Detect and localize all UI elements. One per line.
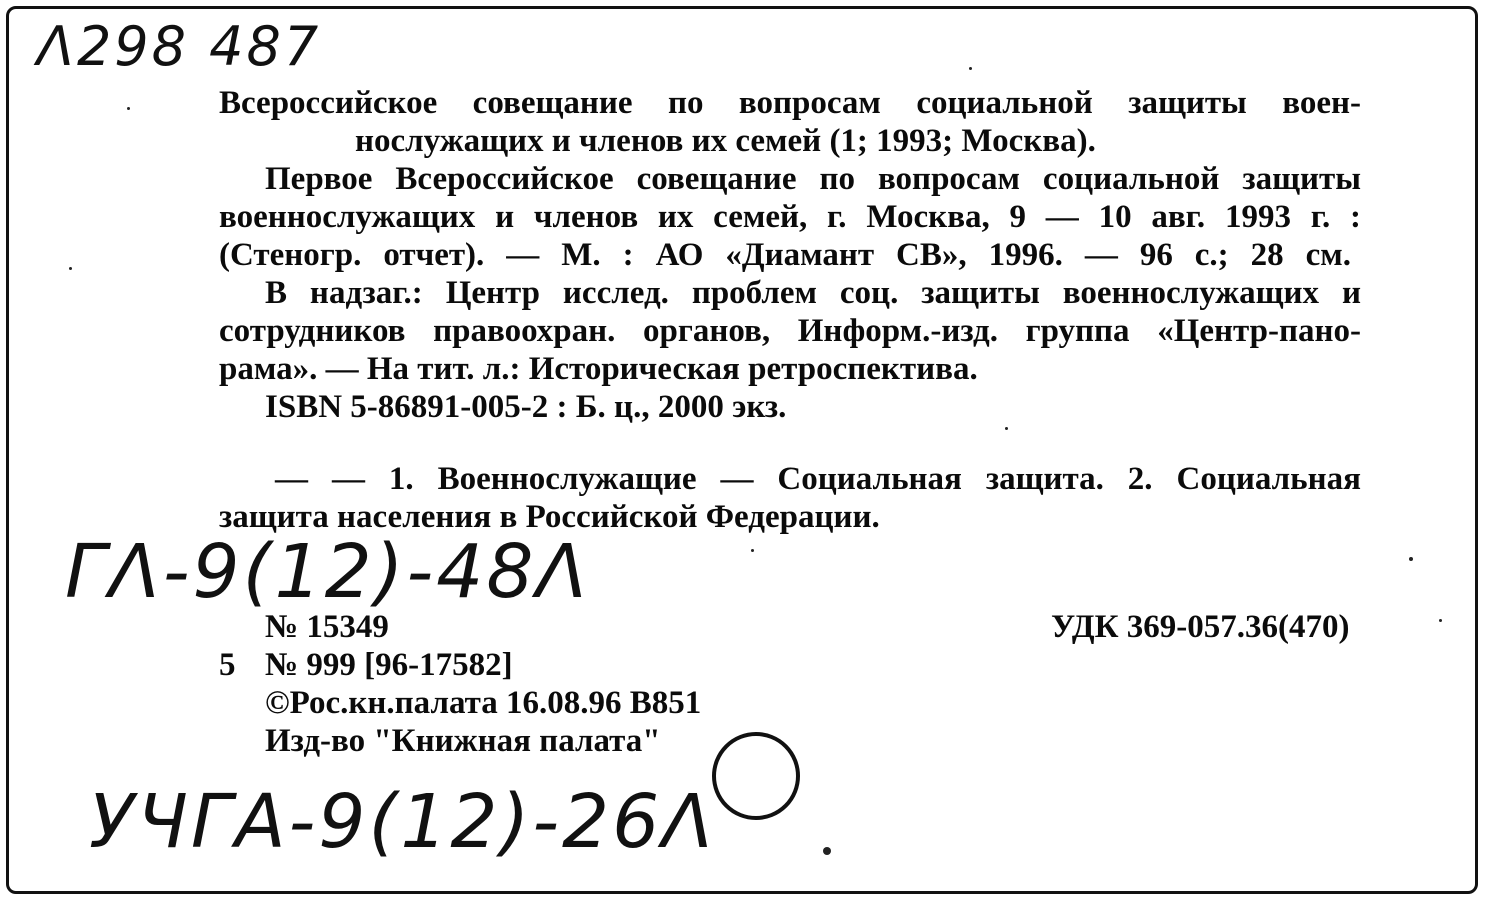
card-prefix-number: 5 [219,647,236,683]
title-line-3: (Стеногр. отчет). — М. : АО «Диамант СВ», 1996. — 96 с.; 28 см. [219,237,1351,273]
catalog-card [6,6,1478,894]
publisher-line: Изд-во "Книжная палата" [265,723,661,759]
isbn-line: ISBN 5-86891-005-2 : Б. ц., 2000 экз. [265,389,787,425]
ink-speck [127,107,130,110]
handwritten-call-number-top: Λ298 487 [37,15,322,78]
subject-line-2: защита населения в Российской Федерации. [219,499,880,535]
copyright-line: ©Рос.кн.палата 16.08.96 В851 [265,685,702,721]
heading-line-1: Всероссийское совещание по вопросам социальной защиты воен- [219,85,1361,121]
ink-speck [1439,619,1442,622]
stamp-circle [712,732,800,820]
ink-speck [751,549,754,552]
note-line-3: рама». — На тит. л.: Историческая ретроспектива. [219,351,978,387]
ink-speck [823,847,831,855]
note-line-2: сотрудников правоохран. органов, Информ.-изд. группа «Центр-пано- [219,313,1361,349]
handwritten-call-number-bottom: УЧГА-9(12)-26Λ [89,779,716,865]
title-line-1: Первое Всероссийское совещание по вопросам социальной защиты [265,161,1361,197]
udk-code: УДК 369-057.36(470) [1051,609,1350,645]
title-line-2: военнослужащих и членов их семей, г. Москва, 9 — 10 авг. 1993 г. : [219,199,1361,235]
ink-speck [1409,557,1413,561]
ink-speck [69,267,72,270]
note-line-1: В надзаг.: Центр исслед. проблем соц. защиты военнослужащих и [265,275,1361,311]
ink-speck [969,67,972,70]
subject-line-1: — — 1. Военнослужащие — Социальная защита. 2. Социальная [275,461,1361,497]
card-number: № 15349 [265,609,389,645]
handwritten-call-number-middle: ГΛ-9(12)-48Λ [65,529,591,615]
order-number: № 999 [96-17582] [265,647,513,683]
ink-speck [1005,427,1008,430]
heading-line-2: нослужащих и членов их семей (1; 1993; Москва). [355,123,1096,159]
